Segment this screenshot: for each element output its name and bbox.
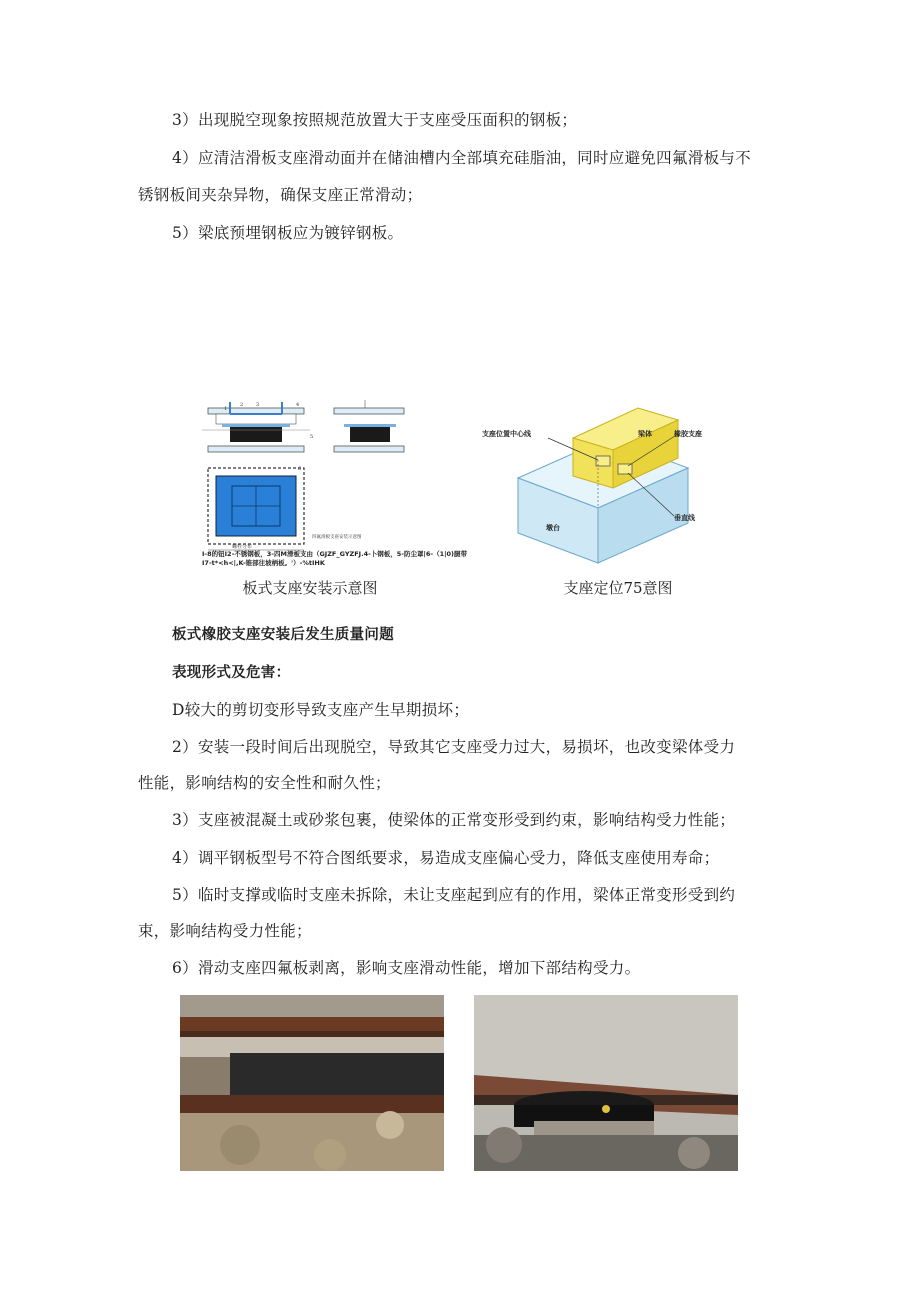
plan-label: 四氟滑板支座安装示意图 — [312, 535, 362, 540]
paragraph-2: 4）应清洁滑板支座滑动面并在储油槽内全部填充硅脂油，同时应避免四氟滑板与不 — [172, 149, 751, 167]
photo-bearing-damage-left — [180, 995, 444, 1171]
paragraph-b7: 束，影响结构受力性能； — [138, 922, 312, 940]
paragraph-1: 3）出现脱空现象按照规范放置大于支座受压面积的钢板； — [172, 111, 578, 129]
bearing-installation-svg — [200, 398, 470, 573]
photo-left-svg — [180, 995, 444, 1171]
photo-right-svg — [474, 995, 738, 1171]
label-1: 1 — [224, 406, 228, 412]
elevation-view-left — [202, 402, 310, 452]
elevation-view-right — [334, 400, 404, 452]
caption-right: 支座定位75意图 — [563, 579, 673, 597]
label-5: 5 — [310, 434, 314, 440]
label-cap: 墩台 — [546, 523, 560, 532]
paragraph-b2: 2）安装一段时间后出现脱空，导致其它支座受力过大，易损坏，也改变梁体受力 — [172, 738, 736, 756]
paragraph-3: 锈钢板间夹杂异物，确保支座正常滑动； — [138, 186, 423, 204]
label-3: 3 — [256, 402, 260, 408]
label-rubber: 橡胶支座 — [674, 429, 702, 438]
bearing-positioning-diagram — [478, 398, 710, 573]
label-center-line: 支座位置中心线 — [482, 429, 531, 438]
heading-symptoms: 表现形式及危害： — [172, 665, 291, 681]
label-plumb: 垂直线 — [674, 513, 695, 522]
bearing-installation-diagram — [200, 398, 470, 573]
legend-line-1: I-8的钮I2-不锈钢板，3-四M滑板支由（GJZF_GYZFJ.4-卜钢板，5-防尘罩|6-（1|0)腿带 — [202, 550, 467, 558]
photo-bearing-damage-right — [474, 995, 738, 1171]
label-2: 2 — [240, 402, 244, 408]
dim-label: 螺栓分布 — [232, 544, 253, 550]
paragraph-b8: 6）滑动支座四氟板剥离，影响支座滑动性能，增加下部结构受力。 — [172, 959, 641, 977]
positioning-svg — [478, 398, 710, 573]
paragraph-4: 5）梁底预埋钢板应为镀锌钢板。 — [172, 224, 404, 242]
paragraph-b5: 4）调平钢板型号不符合图纸要求，易造成支座偏心受力，降低支座使用寿命； — [172, 849, 720, 867]
label-6: 6 — [298, 466, 302, 472]
paragraph-b4: 3）支座被混凝土或砂浆包裹，使梁体的正常变形受到约束，影响结构受力性能； — [172, 811, 736, 829]
label-4: 4 — [296, 402, 300, 408]
heading-quality-issue: 板式橡胶支座安装后发生质量问题 — [172, 627, 394, 643]
paragraph-b3: 性能，影响结构的安全性和耐久性； — [138, 774, 391, 792]
paragraph-b6: 5）临时支撑或临时支座未拆除，未让支座起到应有的作用，梁体正常变形受到约 — [172, 886, 736, 904]
paragraph-b1: D较大的剪切变形导致支座产生早期损坏； — [172, 701, 470, 719]
plan-view — [208, 468, 304, 550]
caption-left: 板式支座安装示意图 — [242, 579, 378, 597]
legend-line-2: I7-t*<h<|,K-锥部往坡柄板。'）-%tIHK — [202, 559, 325, 567]
label-beam: 梁体 — [638, 429, 652, 438]
